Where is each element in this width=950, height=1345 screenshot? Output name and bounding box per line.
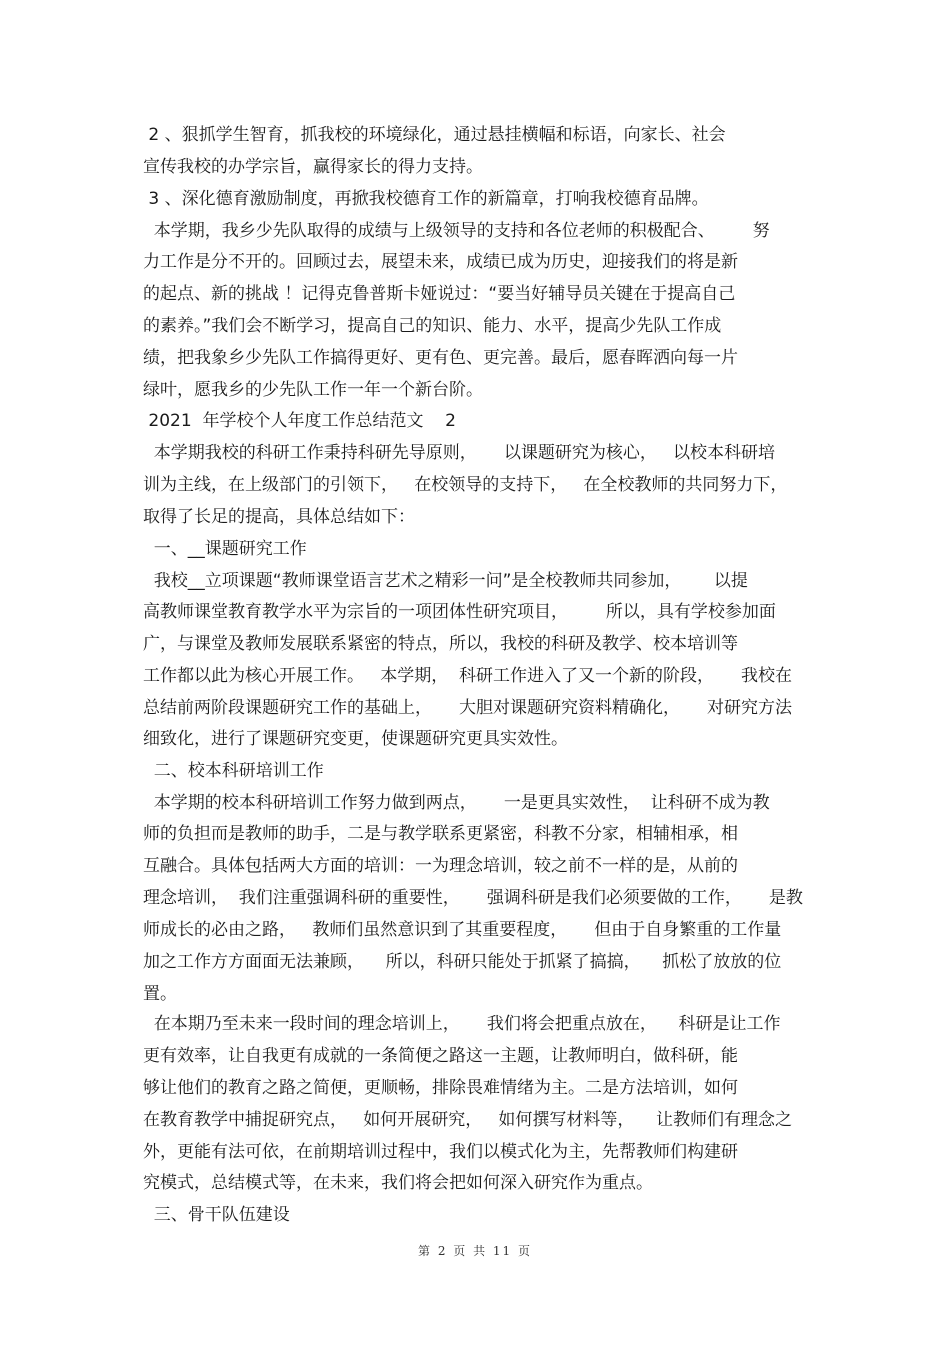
text-line: 加之工作方方面面无法兼顾， 所以，科研只能处于抓紧了搞搞， 抓松了放放的位 [143,952,782,972]
text-line: 师成长的必由之路， 教师们虽然意识到了其重要程度， 但由于自身繁重的工作量 [143,920,782,940]
text-line: 广，与课堂及教师发展联系紧密的特点，所以，我校的科研及教学、校本培训等 [143,634,738,654]
text-line: 本学期，我乡少先队取得的成绩与上级领导的支持和各位老师的积极配合、 努 [143,221,770,241]
text-line: 3 、深化德育激励制度，再掀我校德育工作的新篇章，打响我校德育品牌。 [143,189,709,209]
text-line: 细致化，进行了课题研究变更，使课题研究更具实效性。 [143,729,568,749]
text-line: 训为主线，在上级部门的引领下， 在校领导的支持下， 在全校教师的共同努力下， [143,475,788,495]
text-line: 外，更能有法可依，在前期培训过程中，我们以模式化为主，先帮教师们构建研 [143,1142,738,1162]
text-line: 一、__课题研究工作 [143,539,307,559]
text-line: 二、校本科研培训工作 [143,761,324,781]
page-footer: 第 2 页 共 11 页 [418,1244,532,1258]
text-line: 更有效率，让自我更有成就的一条简便之路这一主题，让教师明白，做科研，能 [143,1046,738,1066]
text-line: 师的负担而是教师的助手，二是与教学联系更紧密，科教不分家，相辅相承，相 [143,824,738,844]
text-line: 本学期我校的科研工作秉持科研先导原则， 以课题研究为核心， 以校本科研培 [143,443,776,463]
text-line: 我校__立项课题“教师课堂语言艺术之精彩一问”是全校教师共同参加， 以提 [143,571,748,591]
text-line: 在教育教学中捕捉研究点， 如何开展研究， 如何撰写材料等， 让教师们有理念之 [143,1110,793,1130]
text-line: 绿叶，愿我乡的少先队工作一年一个新台阶。 [143,380,483,400]
text-line: 互融合。具体包括两大方面的培训：一为理念培训，较之前不一样的是，从前的 [143,856,738,876]
text-line: 究模式，总结模式等，在未来，我们将会把如何深入研究作为重点。 [143,1173,653,1193]
text-line: 力工作是分不开的。回顾过去，展望未来，成绩已成为历史，迎接我们的将是新 [143,252,738,272]
text-line: 工作都以此为核心开展工作。 本学期， 科研工作进入了又一个新的阶段， 我校在 [143,666,793,686]
text-line: 取得了长足的提高，具体总结如下： [143,507,415,527]
text-line: 三、骨干队伍建设 [143,1205,290,1225]
text-line: 总结前两阶段课题研究工作的基础上， 大胆对课题研究资料精确化， 对研究方法 [143,698,793,718]
text-line: 的素养。”我们会不断学习，提高自己的知识、能力、水平，提高少先队工作成 [143,316,722,336]
text-line: 2 、狠抓学生智育，抓我校的环境绿化，通过悬挂横幅和标语，向家长、社会 [143,125,726,145]
text-line: 在本期乃至未来一段时间的理念培训上， 我们将会把重点放在， 科研是让工作 [143,1014,781,1034]
text-line: 宣传我校的办学宗旨，赢得家长的得力支持。 [143,157,483,177]
text-line: 绩，把我象乡少先队工作搞得更好、更有色、更完善。最后，愿春晖洒向每一片 [143,348,738,368]
text-line: 本学期的校本科研培训工作努力做到两点， 一是更具实效性， 让科研不成为教 [143,793,770,813]
text-line: 高教师课堂教育教学水平为宗旨的一项团体性研究项目， 所以，具有学校参加面 [143,602,776,622]
text-line: 2021 年学校个人年度工作总结范文 2 [143,411,456,431]
text-line: 置。 [143,984,177,1004]
text-line: 的起点、新的挑战 ！记得克鲁普斯卡娅说过：“要当好辅导员关键在于提高自己 [143,284,736,304]
text-line: 够让他们的教育之路之简便，更顺畅，排除畏难情绪为主。二是方法培训，如何 [143,1078,738,1098]
text-line: 理念培训， 我们注重强调科研的重要性， 强调科研是我们必须要做的工作， 是教 [143,888,803,908]
